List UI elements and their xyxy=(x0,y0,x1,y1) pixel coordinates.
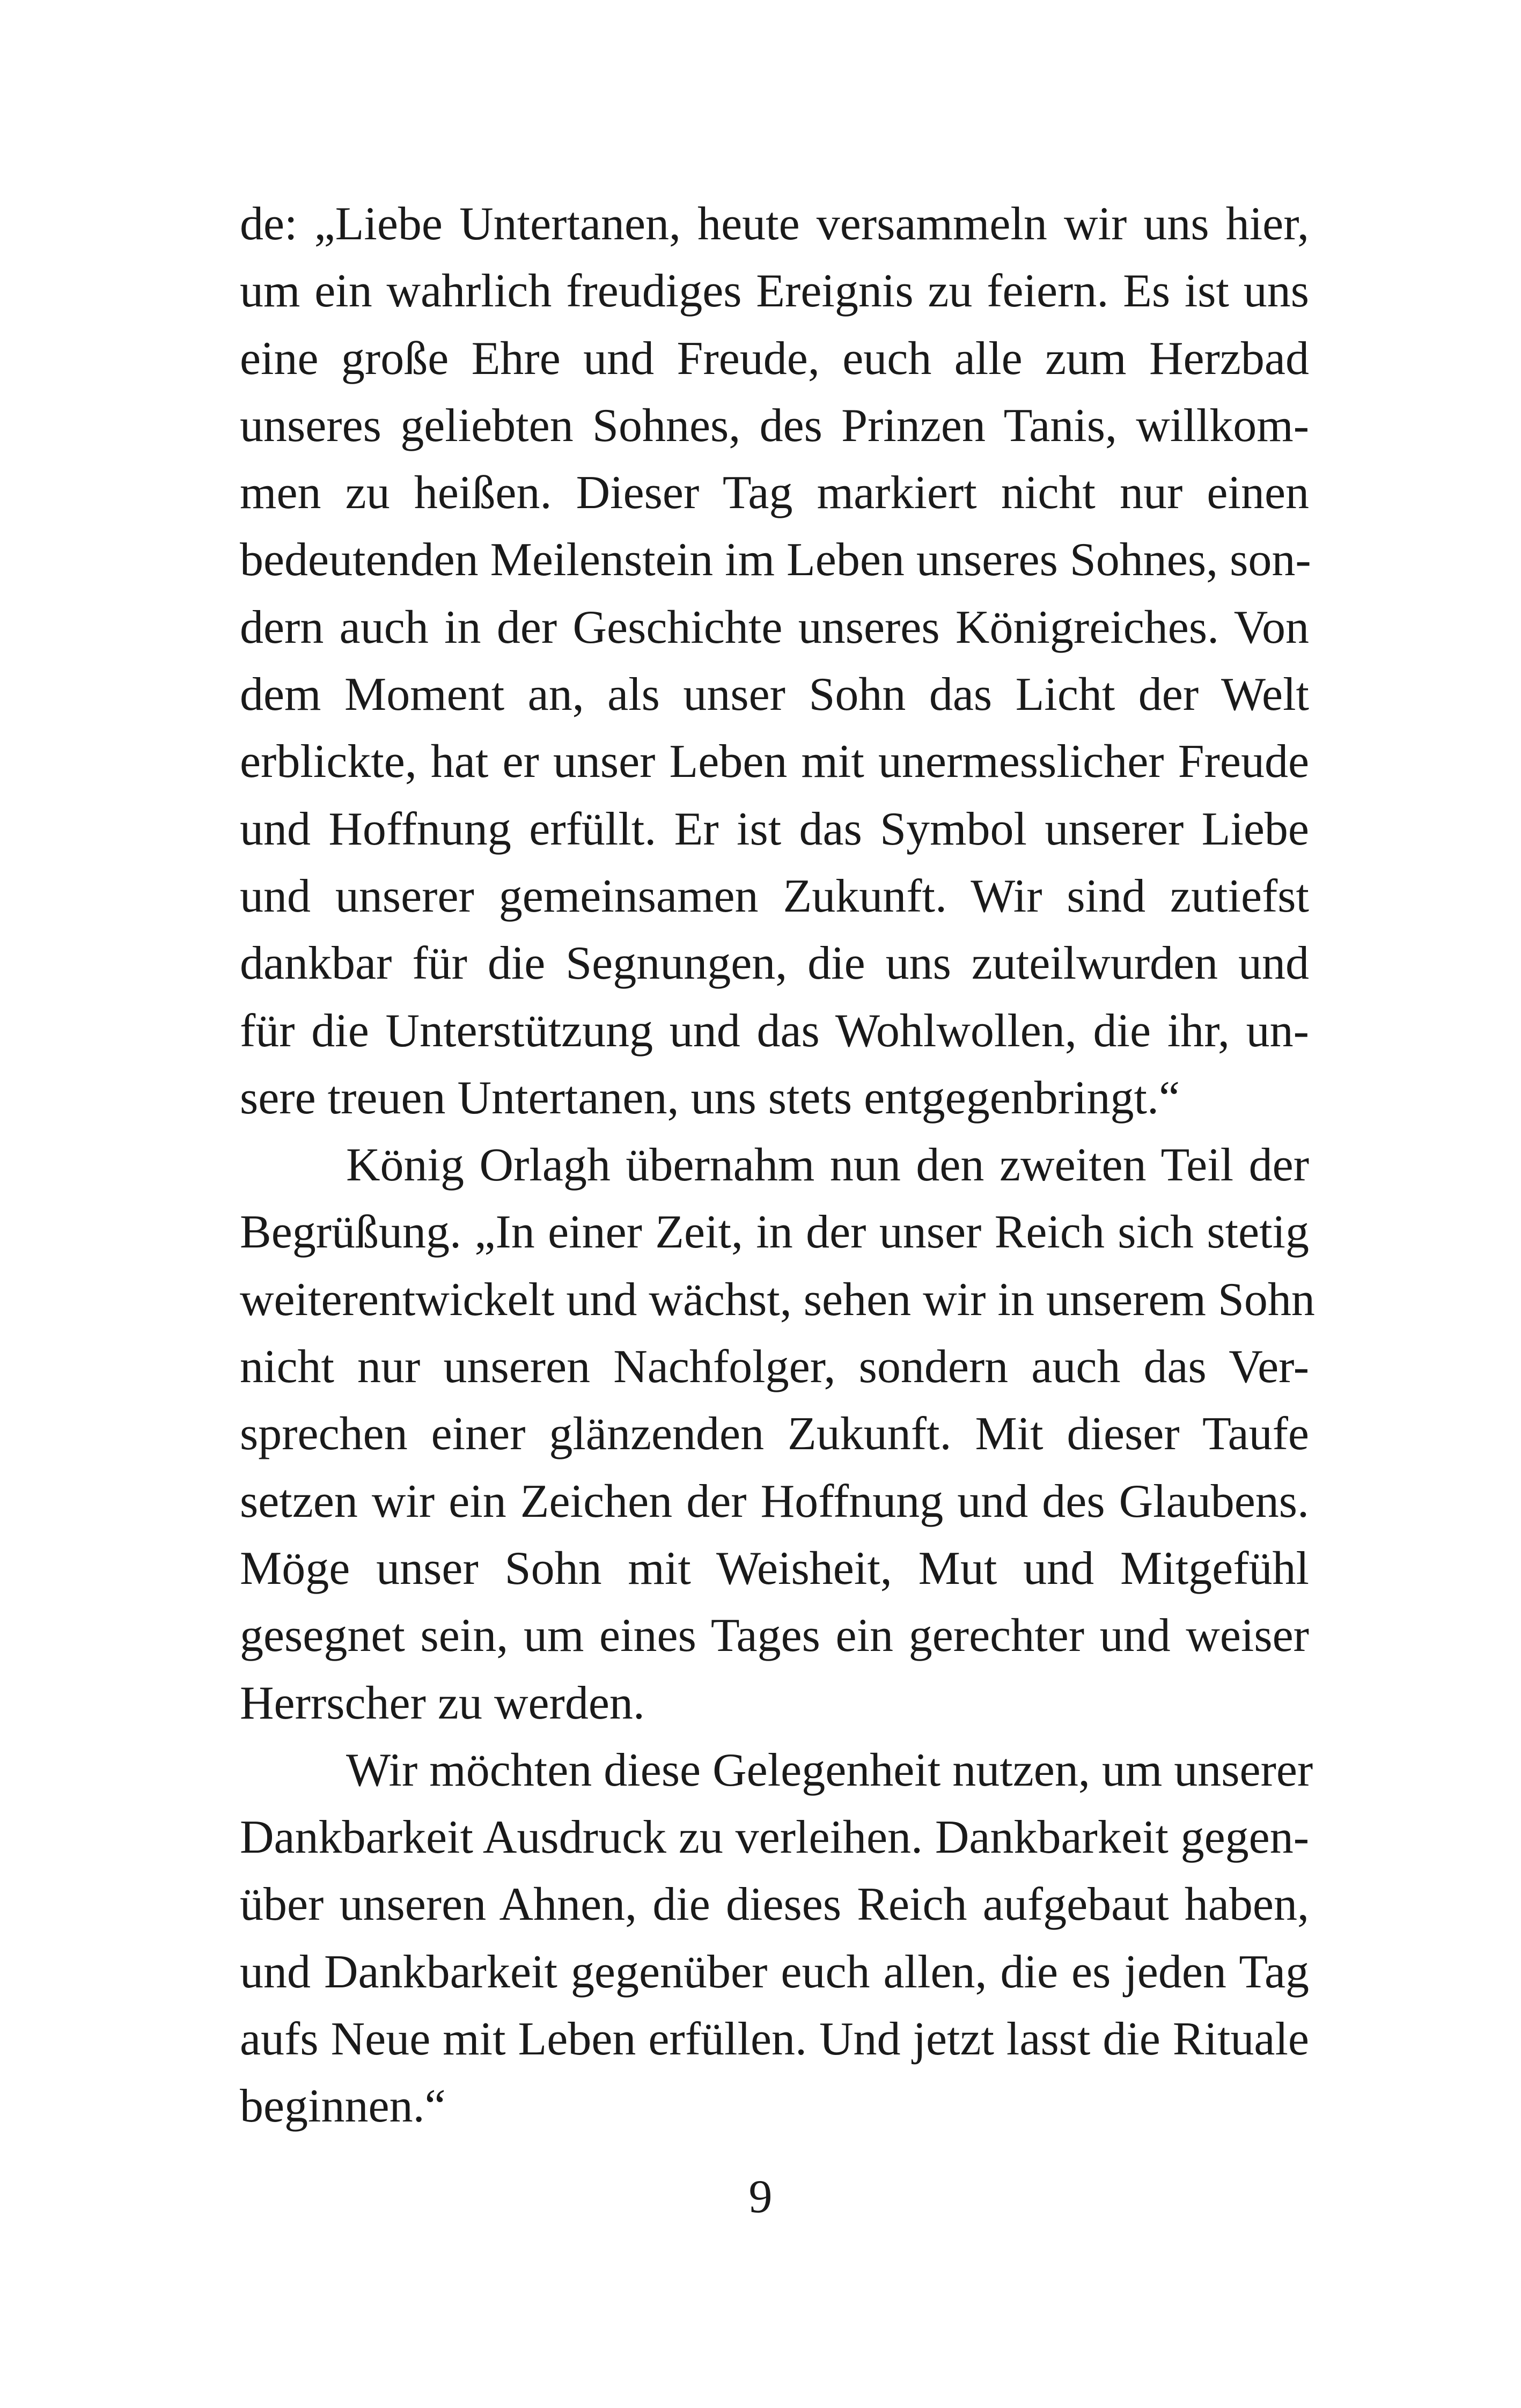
text-line: für die Unterstützung und das Wohlwollen, die ihr, un- xyxy=(240,1004,1309,1057)
text-line: und Hoffnung erfüllt. Er ist das Symbol unserer Liebe xyxy=(240,803,1309,855)
text-line: über unseren Ahnen, die dieses Reich aufgebaut haben, xyxy=(240,1878,1309,1931)
text-line: men zu heißen. Dieser Tag markiert nicht nur einen xyxy=(240,467,1309,519)
text-line: Möge unser Sohn mit Weisheit, Mut und Mitgefühl xyxy=(240,1542,1309,1595)
text-line: dem Moment an, als unser Sohn das Licht der Welt xyxy=(240,669,1309,721)
text-line: sere treuen Untertanen, uns stets entgegenbringt.“ xyxy=(240,1071,1180,1124)
text-line: erblickte, hat er unser Leben mit unermesslicher Freude xyxy=(240,736,1309,788)
text-line: weiterentwickelt und wächst, sehen wir in unserem Sohn xyxy=(240,1273,1315,1326)
text-line: setzen wir ein Zeichen der Hoffnung und des Glaubens. xyxy=(240,1475,1309,1528)
text-line: König Orlagh übernahm nun den zweiten Teil der xyxy=(346,1139,1309,1192)
text-line: eine große Ehre und Freude, euch alle zum Herzbad xyxy=(240,332,1309,385)
text-line: Dankbarkeit Ausdruck zu verleihen. Dankbarkeit gegen- xyxy=(240,1811,1309,1864)
text-line: dern auch in der Geschichte unseres Königreiches. Von xyxy=(240,601,1309,654)
text-line: und unserer gemeinsamen Zukunft. Wir sind zutiefst xyxy=(240,870,1309,922)
text-line: Herrscher zu werden. xyxy=(240,1677,645,1729)
text-line: bedeutenden Meilenstein im Leben unseres Sohnes, son- xyxy=(240,534,1311,586)
text-line: aufs Neue mit Leben erfüllen. Und jetzt lasst die Rituale xyxy=(240,2013,1309,2066)
text-line: nicht nur unseren Nachfolger, sondern auch das Ver- xyxy=(240,1341,1309,1393)
text-line: Wir möchten diese Gelegenheit nutzen, um unserer xyxy=(346,1744,1313,1796)
text-line: und Dankbarkeit gegenüber euch allen, die es jeden Tag xyxy=(240,1946,1309,1998)
page-number: 9 xyxy=(748,2171,773,2223)
text-line: beginnen.“ xyxy=(240,2080,446,2133)
text-line: gesegnet sein, um eines Tages ein gerechter und weiser xyxy=(240,1610,1309,1662)
body-text xyxy=(240,190,1315,2140)
text-line: Begrüßung. „In einer Zeit, in der unser Reich sich stetig xyxy=(240,1206,1309,1259)
text-line: sprechen einer glänzenden Zukunft. Mit dieser Taufe xyxy=(240,1408,1309,1460)
text-line: dankbar für die Segnungen, die uns zuteilwurden und xyxy=(240,937,1309,990)
text-line: um ein wahrlich freudiges Ereignis zu feiern. Es ist uns xyxy=(240,265,1309,318)
text-line: unseres geliebten Sohnes, des Prinzen Tanis, willkom- xyxy=(240,399,1309,452)
text-line: de: „Liebe Untertanen, heute versammeln wir uns hier, xyxy=(240,198,1309,250)
